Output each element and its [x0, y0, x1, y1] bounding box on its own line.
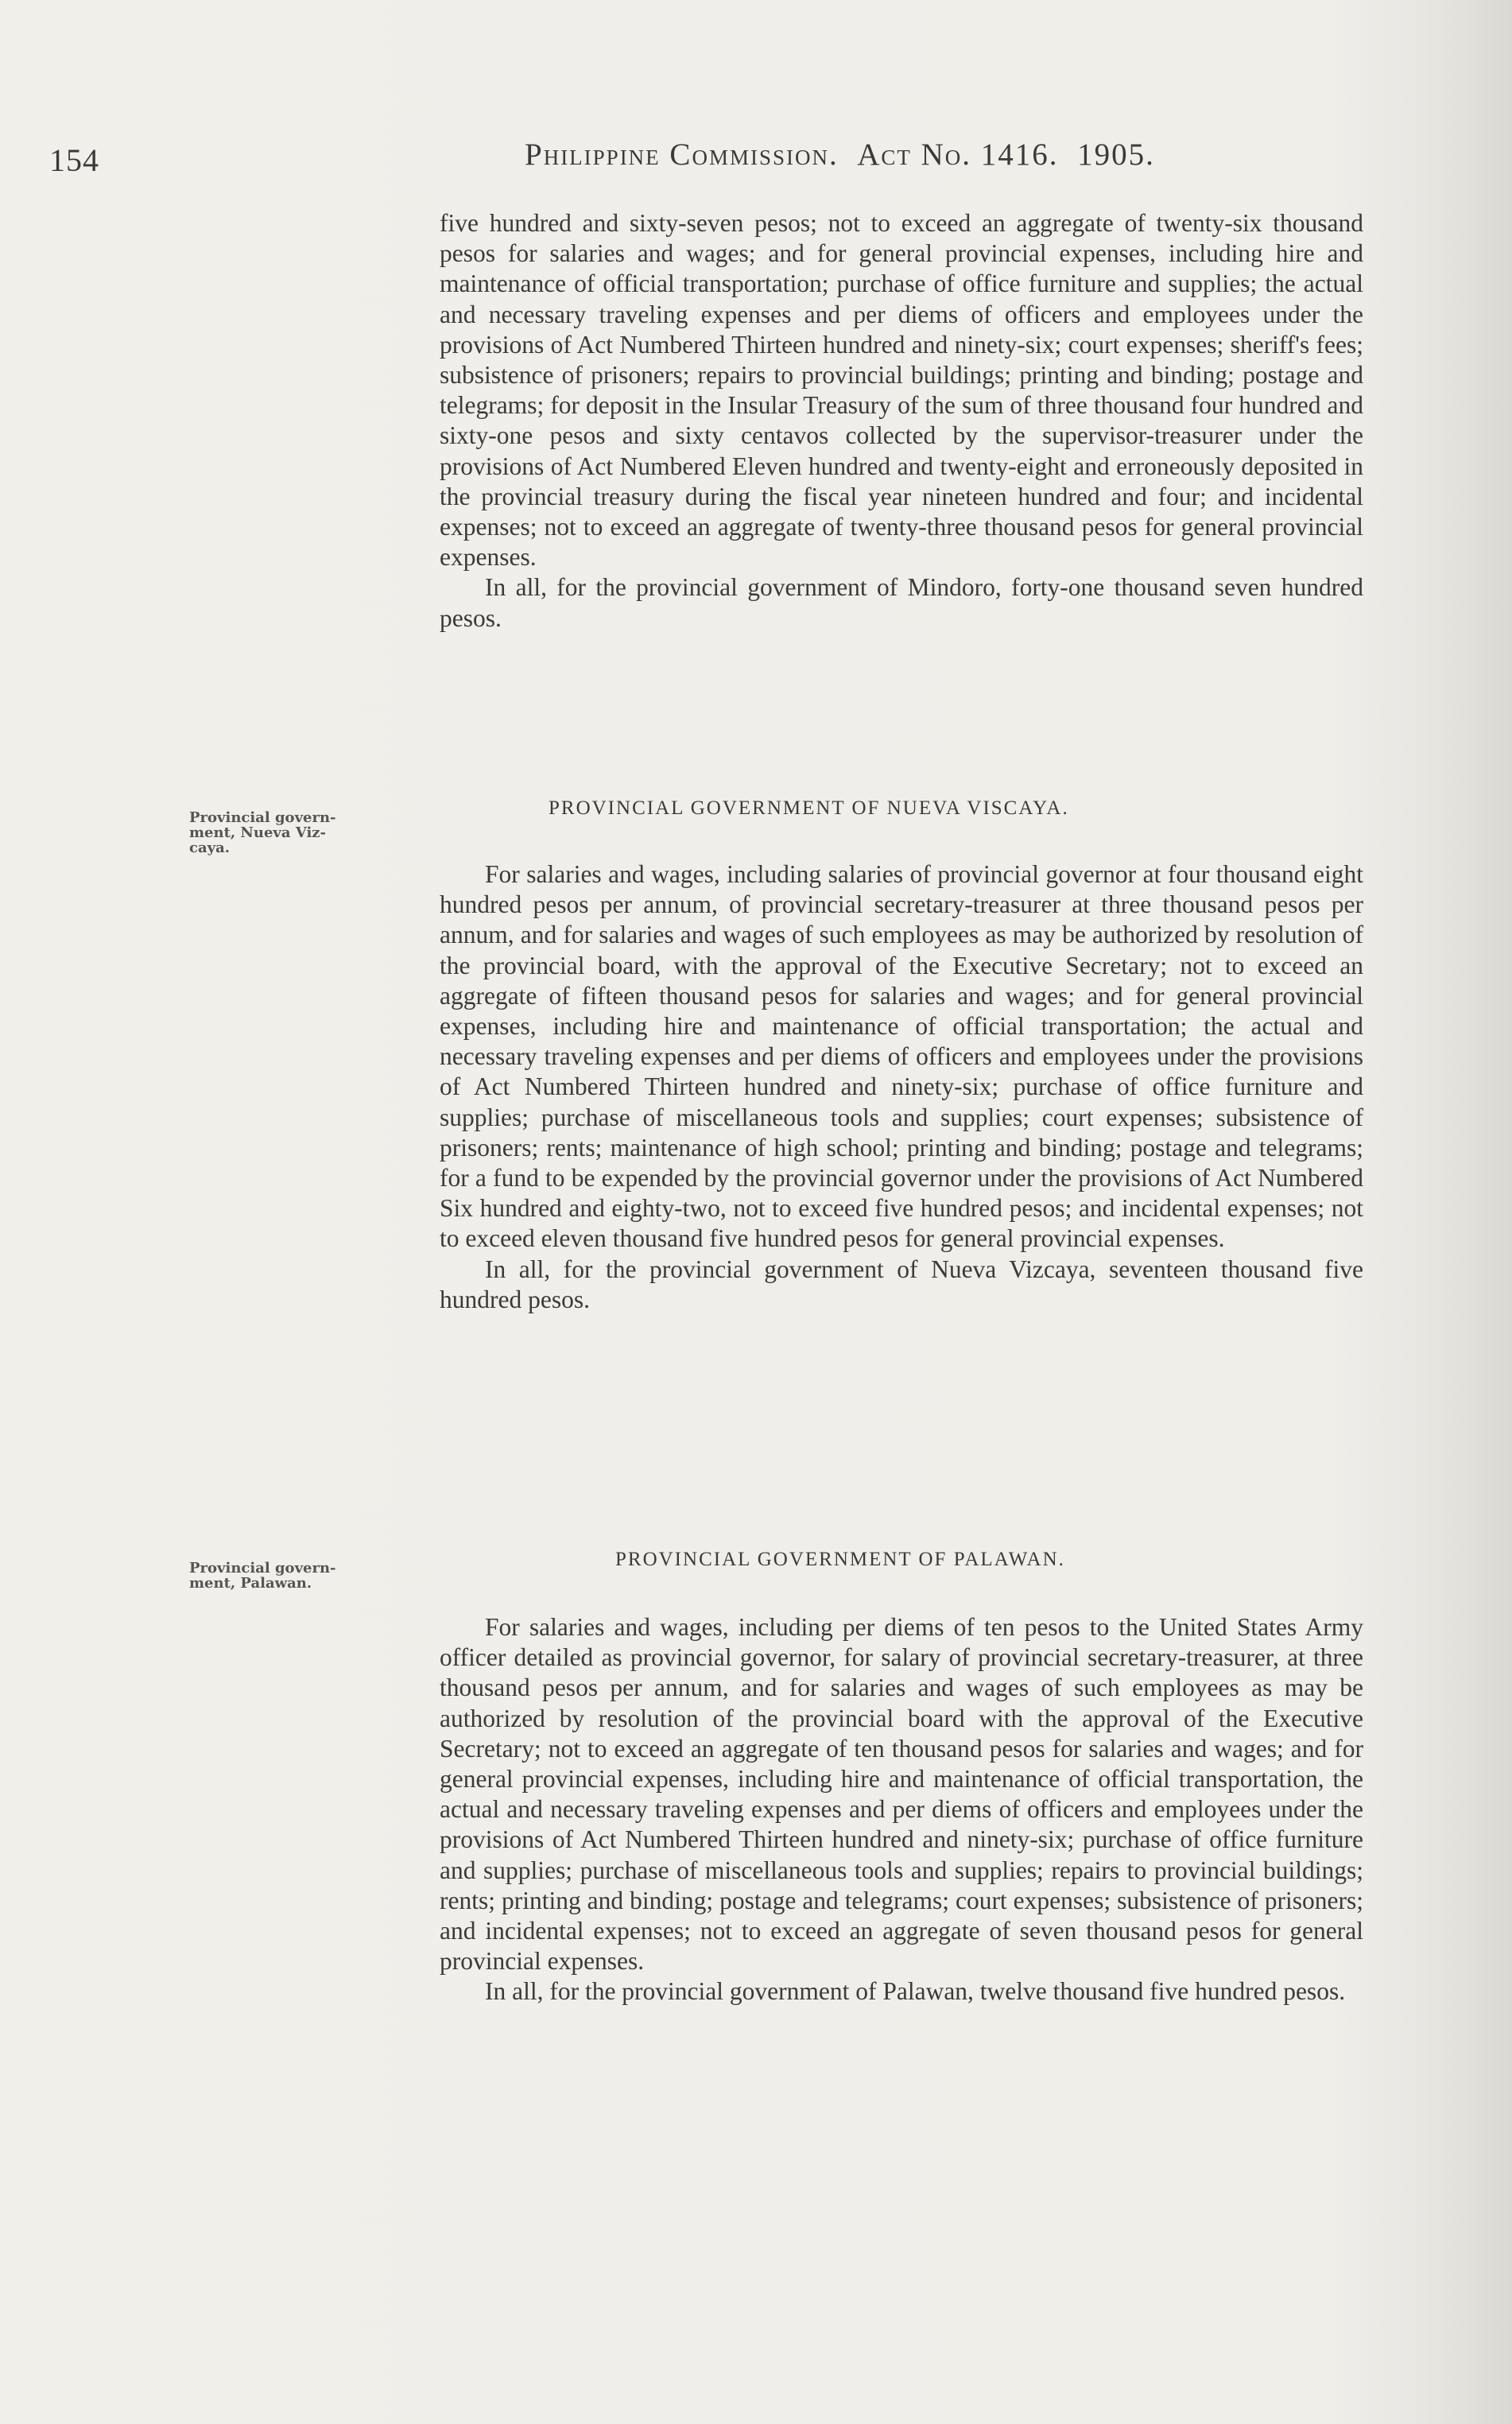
section-body-nueva-vizcaya: [440, 859, 1363, 1315]
page-number: 154: [49, 142, 99, 178]
running-head: [525, 137, 1155, 173]
sidenote-line: ment, Palawan.: [189, 1575, 312, 1592]
section-heading-palawan: PROVINCIAL GOVERNMENT OF PALAWAN.: [615, 1549, 1065, 1570]
total-paragraph: In all, for the provincial government of Mindoro, forty-one thousand seven hundred pesos.: [440, 573, 1363, 632]
paragraph: For salaries and wages, including salaries of provincial governor at four thousand eight hundred pesos per annum, of provincial secretary-treasurer at three thousand pesos per annum, and for salaries and wages of such employees as may be authorized by resolution of the provincial board, with the approval of the Executive Secretary; not to exceed an aggregate of fifteen thousand pesos for salaries and wages; and for general provincial expenses, including hire and maintenance of official transportation; the actual and necessary traveling expenses and per diems of officers and employees under the provisions of Act Numbered Thirteen hundred and ninety-six; purchase of office furniture and supplies; purchase of miscellaneous tools and supplies; court expenses; subsistence of prisoners; rents; maintenance of high school; printing and binding; postage and telegrams; for a fund to be expended by the provincial governor under the provisions of Act Numbered Six hundred and eighty-two, not to exceed five hundred pesos; and incidental expenses; not to exceed eleven thousand five hundred pesos for general provincial expenses.: [440, 860, 1363, 1253]
sidenote-line: caya.: [189, 840, 231, 856]
running-title: Philippine Commission.: [525, 138, 839, 172]
year: 1905.: [1077, 138, 1155, 172]
sidenote-line: Provincial govern-: [189, 809, 336, 826]
paragraph: For salaries and wages, including per diems of ten pesos to the United States Army officer detailed as provincial governor, for salary of provincial secretary-treasurer, at three thousand pesos per annum, and for salaries and wages of such employees as may be authorized by resolution of the provincial board with the approval of the Executive Secretary; not to exceed an aggregate of ten thousand pesos for salaries and wages; and for general provincial expenses, including hire and maintenance of official transportation, the actual and necessary traveling expenses and per diems of officers and employees under the provisions of Act Numbered Thirteen hundred and ninety-six; purchase of office furniture and supplies; purchase of miscellaneous tools and supplies; repairs to provincial buildings; rents; printing and binding; postage and telegrams; court expenses; subsistence of prisoners; and incidental expenses; not to exceed an aggregate of seven thousand pesos for general provincial expenses.: [440, 1613, 1363, 1976]
section-heading-nueva-vizcaya: PROVINCIAL GOVERNMENT OF NUEVA VISCAYA.: [549, 797, 1069, 819]
total-paragraph: In all, for the provincial government of Palawan, twelve thousand five hundred pesos.: [485, 1977, 1346, 2006]
mindoro-continuation: [440, 208, 1363, 634]
paragraph: five hundred and sixty-seven pesos; not to exceed an aggregate of twenty-six thousand pesos for salaries and wages; and for general provincial expenses, including hire and maintenance of official transportation; purchase of office furniture and supplies; the actual and necessary traveling expenses and per diems of officers and employees under the provisions of Act Numbered Thirteen hundred and ninety-six; court expenses; sheriff's fees; subsistence of prisoners; repairs to provincial buildings; printing and binding; postage and telegrams; for deposit in the Insular Treasury of the sum of three thousand four hundred and sixty-one pesos and sixty centavos collected by the supervisor-treasurer under the provisions of Act Numbered Eleven hundred and twenty-eight and erroneously deposited in the provincial treasury during the fiscal year nineteen hundred and four; and incidental expenses; not to exceed an aggregate of twenty-three thousand pesos for general provincial expenses.: [440, 209, 1363, 572]
act-number: Act No. 1416.: [857, 138, 1059, 172]
sidenote-palawan: [189, 1561, 428, 1591]
sidenote-line: ment, Nueva Viz-: [189, 824, 326, 841]
sidenote-line: Provincial govern-: [189, 1560, 336, 1577]
sidenote-nueva-vizcaya: [189, 810, 428, 855]
section-body-palawan: [440, 1612, 1363, 2007]
total-paragraph: In all, for the provincial government of Nueva Vizcaya, seventeen thousand five hundred pesos.: [440, 1255, 1363, 1313]
